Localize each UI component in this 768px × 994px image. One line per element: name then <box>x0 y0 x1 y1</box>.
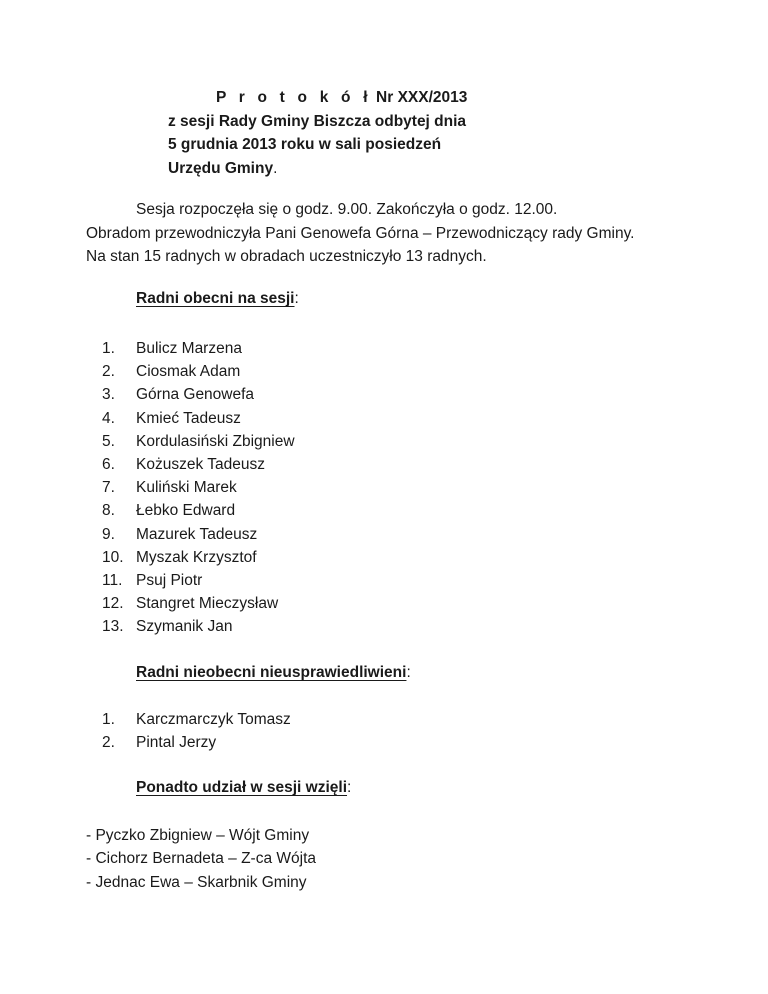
list-item-number: 11. <box>102 572 123 590</box>
list-item <box>102 476 295 499</box>
list-item-name: Karczmarczyk Tomasz <box>136 711 291 728</box>
list-item-number: 1. <box>102 340 115 357</box>
protocol-number: Nr XXX/2013 <box>376 89 468 106</box>
session-line: z sesji Rady Gminy Biszcza odbytej dnia <box>168 112 467 130</box>
list-item-number: 2. <box>102 363 115 381</box>
list-item-number: 4. <box>102 409 115 427</box>
list-item <box>102 453 295 476</box>
list-item-number: 9. <box>102 525 115 543</box>
list-item-name: Stangret Mieczysław <box>136 595 279 613</box>
list-item-number: 1. <box>102 711 115 728</box>
office-name: Urzędu Gminy <box>168 159 274 177</box>
absent-list <box>102 708 291 754</box>
date-line: 5 grudnia 2013 roku w sali posiedzeń <box>168 136 442 153</box>
list-item-name: Psuj Piotr <box>136 572 203 590</box>
list-item-name: Łebko Edward <box>136 502 236 520</box>
list-item <box>102 523 295 546</box>
list-item <box>102 592 295 615</box>
present-list <box>102 337 295 639</box>
list-item-number: 5. <box>102 432 115 450</box>
list-item-number: 10. <box>102 548 124 566</box>
intro-paragraph <box>86 198 746 269</box>
list-item-name: Kuliński Marek <box>136 479 237 497</box>
others-list <box>86 824 316 894</box>
present-heading-colon: : <box>294 290 299 307</box>
present-heading <box>136 290 299 308</box>
list-item-name: Górna Genowefa <box>136 386 255 404</box>
list-item <box>102 407 295 430</box>
list-item-name: Kożuszek Tadeusz <box>136 456 265 474</box>
others-heading <box>136 779 351 797</box>
absent-heading-colon: : <box>406 664 411 681</box>
list-item: - Pyczko Zbigniew – Wójt Gminy <box>86 827 310 844</box>
list-item <box>102 499 295 522</box>
list-item-name: Myszak Krzysztof <box>136 548 257 566</box>
list-item-name: Szymanik Jan <box>136 618 233 636</box>
list-item-number: 12. <box>102 595 124 613</box>
list-item-name: Bulicz Marzena <box>136 340 242 357</box>
others-heading-colon: : <box>347 779 352 796</box>
intro-line-time: Sesja rozpoczęła się o godz. 9.00. Zakończyła o godz. 12.00. <box>136 201 558 218</box>
list-item <box>102 546 295 569</box>
list-item-number: 2. <box>102 734 115 752</box>
list-item-number: 6. <box>102 456 115 474</box>
list-item <box>102 615 295 638</box>
list-item-number: 13. <box>102 618 124 636</box>
list-item-name: Pintal Jerzy <box>136 734 217 752</box>
list-item-name: Ciosmak Adam <box>136 363 241 381</box>
list-item-name: Mazurek Tadeusz <box>136 525 258 543</box>
list-item-name: Kordulasiński Zbigniew <box>136 432 295 450</box>
list-item <box>102 360 295 383</box>
absent-heading <box>136 664 411 682</box>
intro-line-attendance: Na stan 15 radnych w obradach uczestniczyło 13 radnych. <box>86 248 487 265</box>
list-item <box>102 731 291 754</box>
list-item <box>102 708 291 731</box>
list-item: - Jednac Ewa – Skarbnik Gminy <box>86 873 307 891</box>
absent-heading-text: Radni nieobecni nieusprawiedliwieni <box>136 664 407 681</box>
present-heading-text: Radni obecni na sesji <box>136 290 295 307</box>
protocol-title <box>168 86 467 110</box>
list-item <box>102 569 295 592</box>
list-item-number: 8. <box>102 502 115 520</box>
list-item-number: 7. <box>102 479 115 497</box>
list-item-number: 3. <box>102 386 115 404</box>
list-item <box>102 383 295 406</box>
list-item <box>102 430 295 453</box>
office-line <box>168 157 467 181</box>
protocol-title-block <box>168 86 467 180</box>
list-item: - Cichorz Bernadeta – Z-ca Wójta <box>86 850 317 868</box>
office-period: . <box>273 159 278 177</box>
list-item <box>102 337 295 360</box>
list-item-name: Kmieć Tadeusz <box>136 409 241 427</box>
others-heading-text: Ponadto udział w sesji wzięli <box>136 779 348 796</box>
protocol-title-word: P r o t o k ó ł <box>216 89 372 106</box>
intro-line-chair: Obradom przewodniczyła Pani Genowefa Górna – Przewodniczący rady Gminy. <box>86 224 635 242</box>
